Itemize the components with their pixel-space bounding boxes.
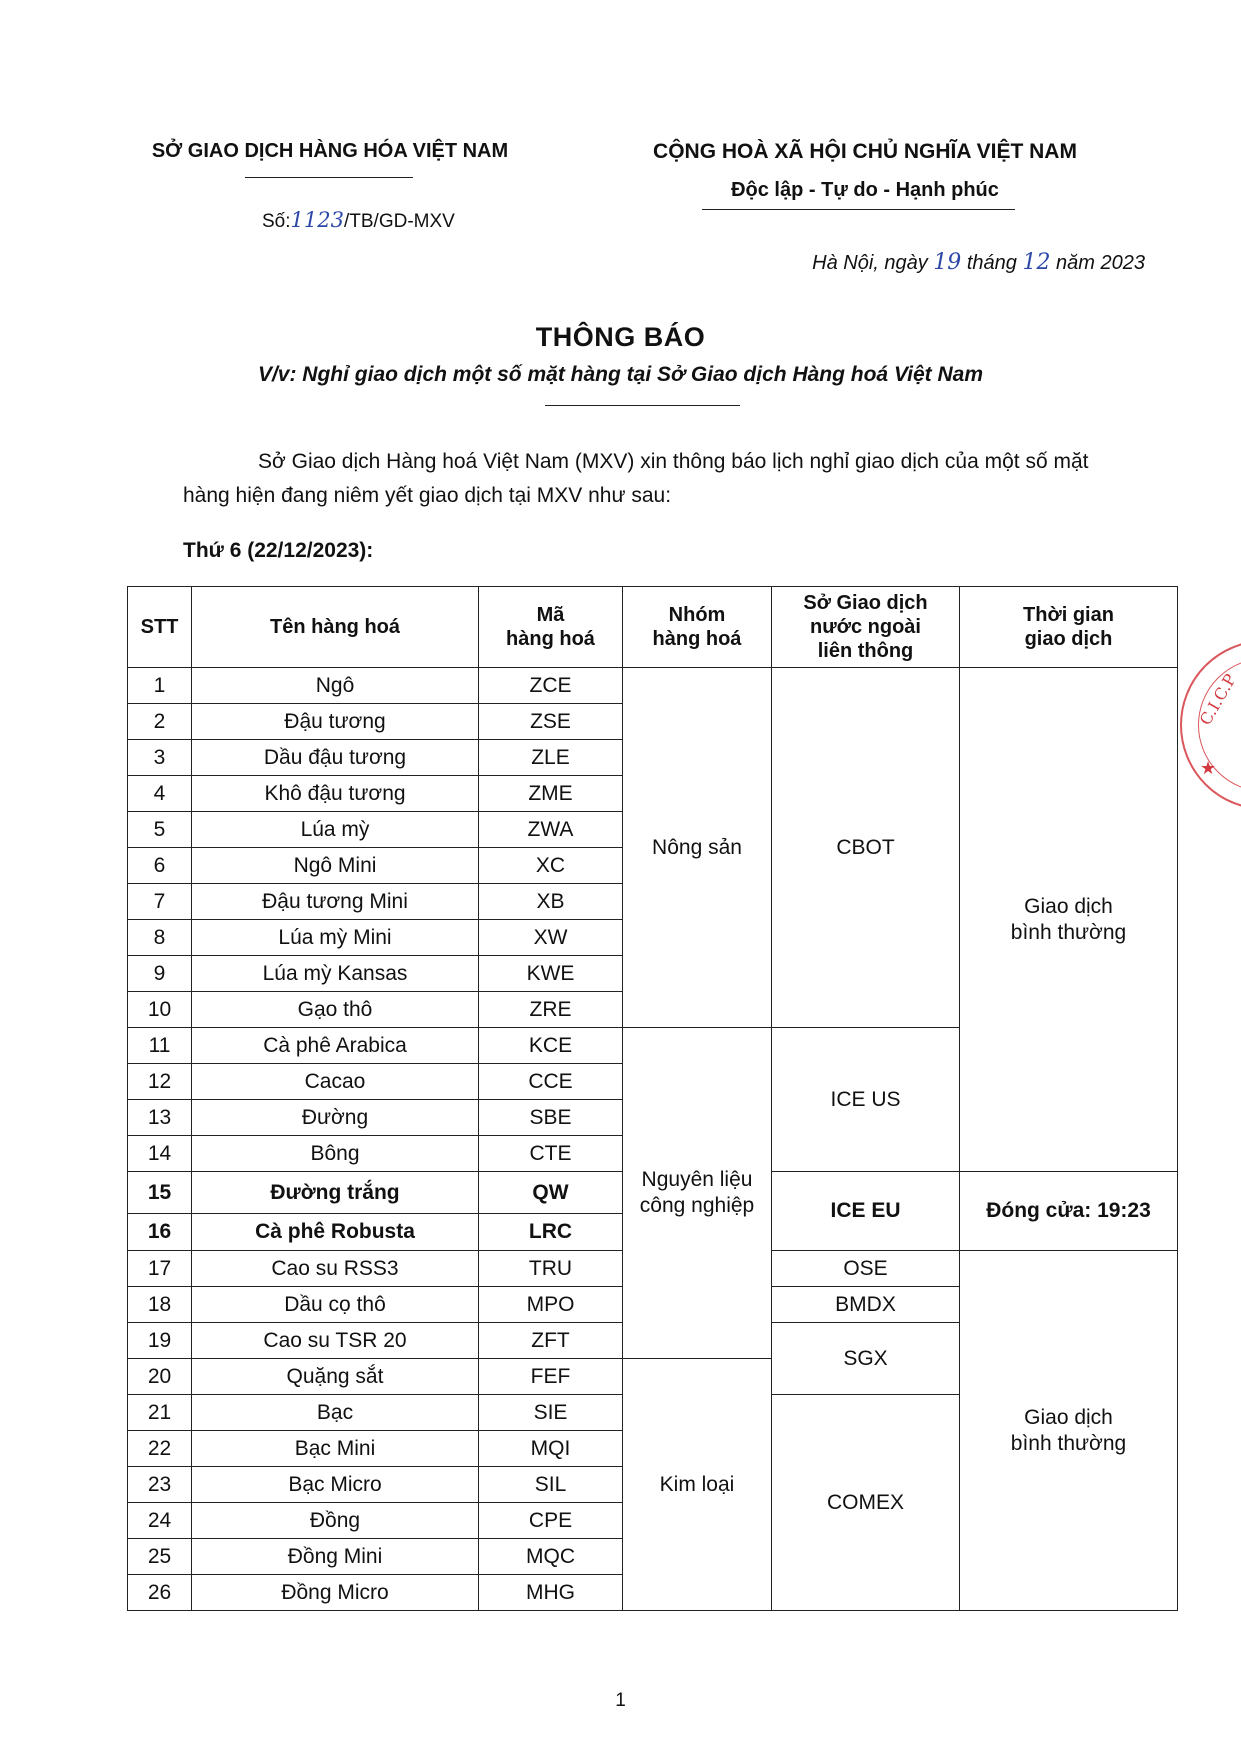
code-cell: LRC (479, 1214, 623, 1251)
document-number-prefix: Số: (262, 211, 291, 232)
exchange-ose: OSE (772, 1251, 960, 1287)
time-normal-2-line2: bình thường (1010, 1431, 1127, 1455)
header-time-line2: giao dịch (1024, 628, 1113, 650)
name-cell: Gạo thô (192, 992, 479, 1028)
year-label: năm 2023 (1050, 252, 1145, 274)
header-time (960, 587, 1178, 668)
name-cell: Cacao (192, 1064, 479, 1100)
code-cell: SIL (479, 1467, 623, 1503)
header-exchange-line2: nước ngoài (810, 616, 921, 638)
name-cell: Cao su RSS3 (192, 1251, 479, 1287)
code-cell: XW (479, 920, 623, 956)
header-time-line1: Thời gian (1023, 604, 1114, 626)
stt-cell: 10 (128, 992, 192, 1028)
exchange-cbot: CBOT (772, 668, 960, 1028)
exchange-sgx: SGX (772, 1323, 960, 1395)
stt-cell: 3 (128, 740, 192, 776)
code-cell: FEF (479, 1359, 623, 1395)
stt-cell: 25 (128, 1539, 192, 1575)
header-name: Tên hàng hoá (192, 587, 479, 668)
month-handwritten: 12 (1022, 250, 1051, 275)
name-cell: Lúa mỳ (192, 812, 479, 848)
time-normal-2-line1: Giao dịch (1024, 1405, 1113, 1429)
name-cell: Bông (192, 1136, 479, 1172)
table-row (128, 668, 1178, 704)
code-cell: SBE (479, 1100, 623, 1136)
stt-cell: 18 (128, 1287, 192, 1323)
date-heading: Thứ 6 (22/12/2023): (183, 539, 374, 562)
header-group-line2: hàng hoá (652, 628, 742, 650)
schedule-table (127, 586, 1178, 1611)
code-cell: XB (479, 884, 623, 920)
stt-cell: 13 (128, 1100, 192, 1136)
stt-cell: 17 (128, 1251, 192, 1287)
nation-title: CỘNG HOÀ XÃ HỘI CHỦ NGHĨA VIỆT NAM (653, 140, 1077, 163)
time-normal-1-line1: Giao dịch (1024, 894, 1113, 918)
code-cell: ZWA (479, 812, 623, 848)
exchange-ice-us: ICE US (772, 1028, 960, 1172)
name-cell: Dầu đậu tương (192, 740, 479, 776)
stt-cell: 6 (128, 848, 192, 884)
header-exchange-line3: liên thông (817, 640, 914, 662)
time-normal-2 (960, 1251, 1178, 1611)
month-label: tháng (961, 252, 1023, 274)
code-cell: MQI (479, 1431, 623, 1467)
document-number (262, 208, 455, 233)
stt-cell: 16 (128, 1214, 192, 1251)
code-cell: MHG (479, 1575, 623, 1611)
subject-underline (545, 405, 740, 406)
header-code-line1: Mã (536, 604, 565, 626)
stt-cell: 14 (128, 1136, 192, 1172)
stt-cell: 22 (128, 1431, 192, 1467)
code-cell: SIE (479, 1395, 623, 1431)
motto-underline (702, 209, 1015, 210)
stt-cell: 21 (128, 1395, 192, 1431)
stt-cell: 9 (128, 956, 192, 992)
name-cell: Cao su TSR 20 (192, 1323, 479, 1359)
name-cell: Bạc (192, 1395, 479, 1431)
code-cell: XC (479, 848, 623, 884)
code-cell: TRU (479, 1251, 623, 1287)
time-closing: Đóng cửa: 19:23 (960, 1172, 1178, 1251)
stt-cell: 26 (128, 1575, 192, 1611)
place-date (650, 250, 1145, 275)
code-cell: QW (479, 1172, 623, 1214)
page-number: 1 (615, 1690, 626, 1711)
stt-cell: 4 (128, 776, 192, 812)
code-cell: ZFT (479, 1323, 623, 1359)
name-cell: Bạc Micro (192, 1467, 479, 1503)
name-cell: Lúa mỳ Kansas (192, 956, 479, 992)
stt-cell: 12 (128, 1064, 192, 1100)
header-group (623, 587, 772, 668)
code-cell: ZSE (479, 704, 623, 740)
header-exchange-line1: Sở Giao dịch (803, 592, 928, 614)
name-cell: Bạc Mini (192, 1431, 479, 1467)
place-prefix: Hà Nội, ngày (812, 252, 934, 274)
notice-title: THÔNG BÁO (535, 322, 706, 352)
stt-cell: 7 (128, 884, 192, 920)
code-cell: MPO (479, 1287, 623, 1323)
code-cell: KCE (479, 1028, 623, 1064)
name-cell: Đồng (192, 1503, 479, 1539)
intro-paragraph: Sở Giao dịch Hàng hoá Việt Nam (MXV) xin thông báo lịch nghỉ giao dịch của một số mặt hàng hiện đang niêm yết giao dịch tại MXV như sau: (183, 450, 1089, 507)
stt-cell: 11 (128, 1028, 192, 1064)
time-normal-1-line2: bình thường (1010, 920, 1127, 944)
header-exchange (772, 587, 960, 668)
stt-cell: 20 (128, 1359, 192, 1395)
group-agri: Nông sản (623, 668, 772, 1028)
document-number-handwritten: 1123 (290, 208, 344, 232)
group-industrial (623, 1028, 772, 1359)
name-cell: Ngô Mini (192, 848, 479, 884)
stt-cell: 23 (128, 1467, 192, 1503)
header-group-line1: Nhóm (668, 604, 726, 626)
code-cell: CCE (479, 1064, 623, 1100)
exchange-comex: COMEX (772, 1395, 960, 1611)
header-code (479, 587, 623, 668)
code-cell: KWE (479, 956, 623, 992)
name-cell: Đồng Mini (192, 1539, 479, 1575)
code-cell: MQC (479, 1539, 623, 1575)
document-number-suffix: /TB/GD-MXV (343, 211, 455, 232)
code-cell: ZME (479, 776, 623, 812)
name-cell: Cà phê Arabica (192, 1028, 479, 1064)
exchange-bmdx: BMDX (772, 1287, 960, 1323)
name-cell: Dầu cọ thô (192, 1287, 479, 1323)
code-cell: CPE (479, 1503, 623, 1539)
code-cell: CTE (479, 1136, 623, 1172)
name-cell: Đậu tương Mini (192, 884, 479, 920)
code-cell: ZLE (479, 740, 623, 776)
name-cell: Cà phê Robusta (192, 1214, 479, 1251)
code-cell: ZCE (479, 668, 623, 704)
organization-name: SỞ GIAO DỊCH HÀNG HÓA VIỆT NAM (151, 140, 509, 162)
name-cell: Khô đậu tương (192, 776, 479, 812)
header-stt: STT (128, 587, 192, 668)
stt-cell: 2 (128, 704, 192, 740)
name-cell: Đồng Micro (192, 1575, 479, 1611)
group-industrial-line1: Nguyên liệu (641, 1168, 753, 1191)
organization-underline (245, 177, 413, 178)
stt-cell: 24 (128, 1503, 192, 1539)
stt-cell: 15 (128, 1172, 192, 1214)
stt-cell: 19 (128, 1323, 192, 1359)
motto: Độc lập - Tự do - Hạnh phúc (731, 179, 999, 201)
stt-cell: 5 (128, 812, 192, 848)
stt-cell: 8 (128, 920, 192, 956)
name-cell: Đường (192, 1100, 479, 1136)
notice-subject: V/v: Nghỉ giao dịch một số mặt hàng tại Sở Giao dịch Hàng hoá Việt Nam (257, 363, 984, 386)
group-metals: Kim loại (623, 1359, 772, 1611)
name-cell: Đậu tương (192, 704, 479, 740)
name-cell: Đường trắng (192, 1172, 479, 1214)
name-cell: Quặng sắt (192, 1359, 479, 1395)
table-header-row (128, 587, 1178, 668)
name-cell: Lúa mỳ Mini (192, 920, 479, 956)
red-seal-text: C.I.C.P (1195, 670, 1240, 729)
code-cell: ZRE (479, 992, 623, 1028)
exchange-ice-eu: ICE EU (772, 1172, 960, 1251)
red-seal-star-icon: ★ (1200, 758, 1217, 779)
header-code-line2: hàng hoá (506, 628, 595, 650)
day-handwritten: 19 (933, 250, 962, 275)
time-normal-1 (960, 668, 1178, 1172)
group-industrial-line2: công nghiệp (639, 1194, 755, 1217)
name-cell: Ngô (192, 668, 479, 704)
stt-cell: 1 (128, 668, 192, 704)
